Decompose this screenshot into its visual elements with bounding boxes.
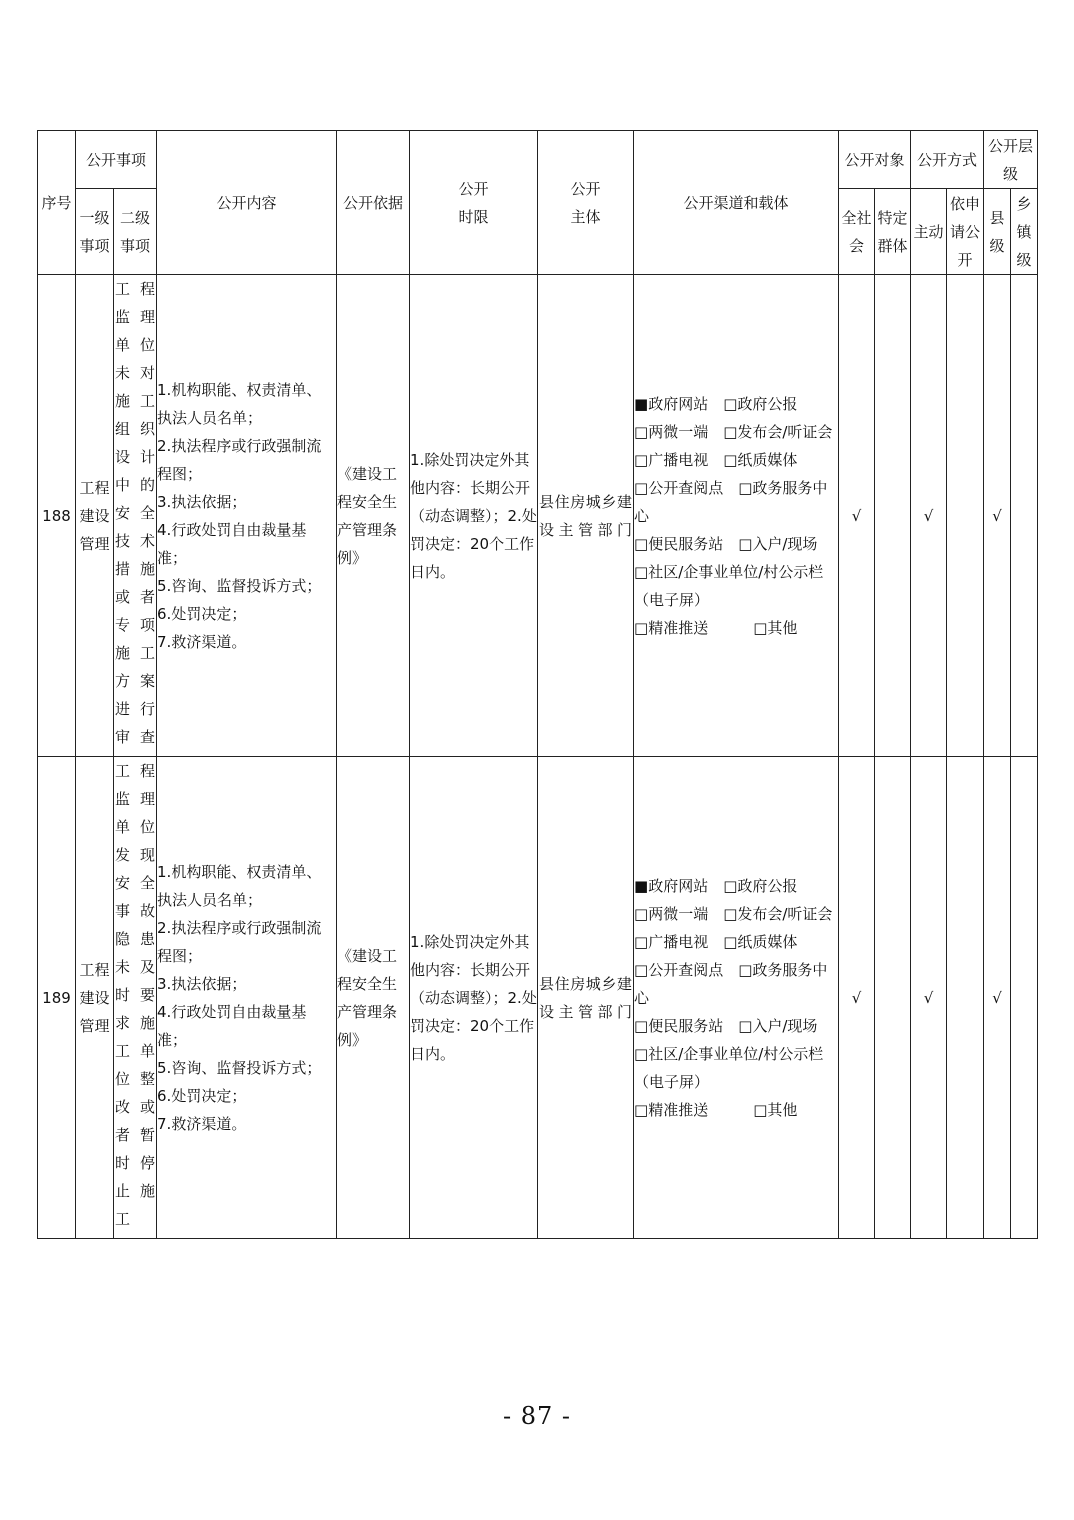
header-method: 公开方式 [911, 131, 984, 189]
row-active-check: √ [911, 757, 947, 1239]
channel-item: □社区/企事业单位/村公示栏（电子屏） [634, 1044, 824, 1091]
channel-item: ■政府网站 □政府公报 [634, 394, 798, 413]
row-specific-groups-check [875, 275, 911, 757]
header-subject-line2: 主体 [570, 207, 601, 226]
content-item: 5.咨询、监督投诉方式； [157, 1058, 322, 1077]
channel-item: □两微一端 □发布会/听证会 [634, 422, 833, 441]
header-basis: 公开依据 [337, 131, 410, 275]
channel-item: □精准推送 □其他 [634, 1100, 798, 1119]
row-time-limit: 1.除处罚决定外其他内容：长期公开（动态调整）；2.处罚决定：20个工作日内。 [410, 757, 538, 1239]
content-item: 6.处罚决定； [157, 1086, 247, 1105]
header-level2: 二级事项 [114, 189, 157, 275]
header-seq: 序号 [38, 131, 76, 275]
header-target: 公开对象 [839, 131, 911, 189]
row-content [157, 275, 337, 757]
row-basis: 《建设工程安全生产管理条例》 [337, 275, 410, 757]
content-item: 3.执法依据； [157, 974, 247, 993]
content-item: 1.机构职能、权责清单、执法人员名单； [157, 862, 322, 909]
content-item: 5.咨询、监督投诉方式； [157, 576, 322, 595]
header-content: 公开内容 [157, 131, 337, 275]
row-township-check [1011, 275, 1038, 757]
channel-item: □广播电视 □纸质媒体 [634, 932, 798, 951]
row-content [157, 757, 337, 1239]
header-time-limit-line1: 公开 [458, 179, 489, 198]
table-row [38, 757, 1038, 1239]
header-specific-groups: 特定群体 [875, 189, 911, 275]
header-subject [538, 131, 634, 275]
content-item: 1.机构职能、权责清单、执法人员名单； [157, 380, 322, 427]
channel-item: ■政府网站 □政府公报 [634, 876, 798, 895]
row-subject: 县住房城乡建设主管部门 [538, 275, 634, 757]
channel-item: □便民服务站 □入户/现场 [634, 1016, 818, 1035]
header-channels: 公开渠道和载体 [634, 131, 839, 275]
channel-item: □公开查阅点 □政务服务中心 [634, 478, 828, 525]
page-number: - 87 - [502, 1402, 571, 1430]
channel-item: □便民服务站 □入户/现场 [634, 534, 818, 553]
header-subject-line1: 公开 [570, 179, 601, 198]
table-row [38, 275, 1038, 757]
row-level1: 工程建设管理 [76, 757, 114, 1239]
header-time-limit [410, 131, 538, 275]
row-county-check: √ [984, 275, 1011, 757]
header-time-limit-line2: 时限 [458, 207, 489, 226]
row-channels [634, 275, 839, 757]
row-whole-society-check: √ [839, 275, 875, 757]
content-item: 3.执法依据； [157, 492, 247, 511]
header-township: 乡镇级 [1011, 189, 1038, 275]
content-item: 7.救济渠道。 [157, 632, 247, 651]
header-level1: 一级事项 [76, 189, 114, 275]
row-time-limit: 1.除处罚决定外其他内容：长期公开（动态调整）；2.处罚决定：20个工作日内。 [410, 275, 538, 757]
row-township-check [1011, 757, 1038, 1239]
row-seq: 188 [38, 275, 76, 757]
content-item: 4.行政处罚自由裁量基准； [157, 1002, 307, 1049]
row-on-request-check [947, 275, 984, 757]
header-tier: 公开层级 [984, 131, 1038, 189]
content-item: 7.救济渠道。 [157, 1114, 247, 1133]
row-county-check: √ [984, 757, 1011, 1239]
content-item: 2.执法程序或行政强制流程图； [157, 918, 322, 965]
header-county: 县级 [984, 189, 1011, 275]
row-specific-groups-check [875, 757, 911, 1239]
channel-item: □公开查阅点 □政务服务中心 [634, 960, 828, 1007]
header-whole-society: 全社会 [839, 189, 875, 275]
row-level2: 工程监理单位未对施工组织设计中的安全技术措施或者专项施工方案进行审查 [114, 275, 157, 757]
row-subject: 县住房城乡建设主管部门 [538, 757, 634, 1239]
content-item: 2.执法程序或行政强制流程图； [157, 436, 322, 483]
header-items: 公开事项 [76, 131, 157, 189]
row-whole-society-check: √ [839, 757, 875, 1239]
row-channels [634, 757, 839, 1239]
channel-item: □精准推送 □其他 [634, 618, 798, 637]
channel-item: □社区/企事业单位/村公示栏（电子屏） [634, 562, 824, 609]
row-seq: 189 [38, 757, 76, 1239]
content-item: 4.行政处罚自由裁量基准； [157, 520, 307, 567]
channel-item: □两微一端 □发布会/听证会 [634, 904, 833, 923]
row-active-check: √ [911, 275, 947, 757]
row-on-request-check [947, 757, 984, 1239]
header-active: 主动 [911, 189, 947, 275]
row-level2: 工程监理单位发现安全事故隐患未及时要求施工单位整改或者暂时停止施工 [114, 757, 157, 1239]
row-basis: 《建设工程安全生产管理条例》 [337, 757, 410, 1239]
row-level1: 工程建设管理 [76, 275, 114, 757]
content-item: 6.处罚决定； [157, 604, 247, 623]
header-on-request: 依申请公开 [947, 189, 984, 275]
channel-item: □广播电视 □纸质媒体 [634, 450, 798, 469]
disclosure-table [37, 130, 1038, 1239]
